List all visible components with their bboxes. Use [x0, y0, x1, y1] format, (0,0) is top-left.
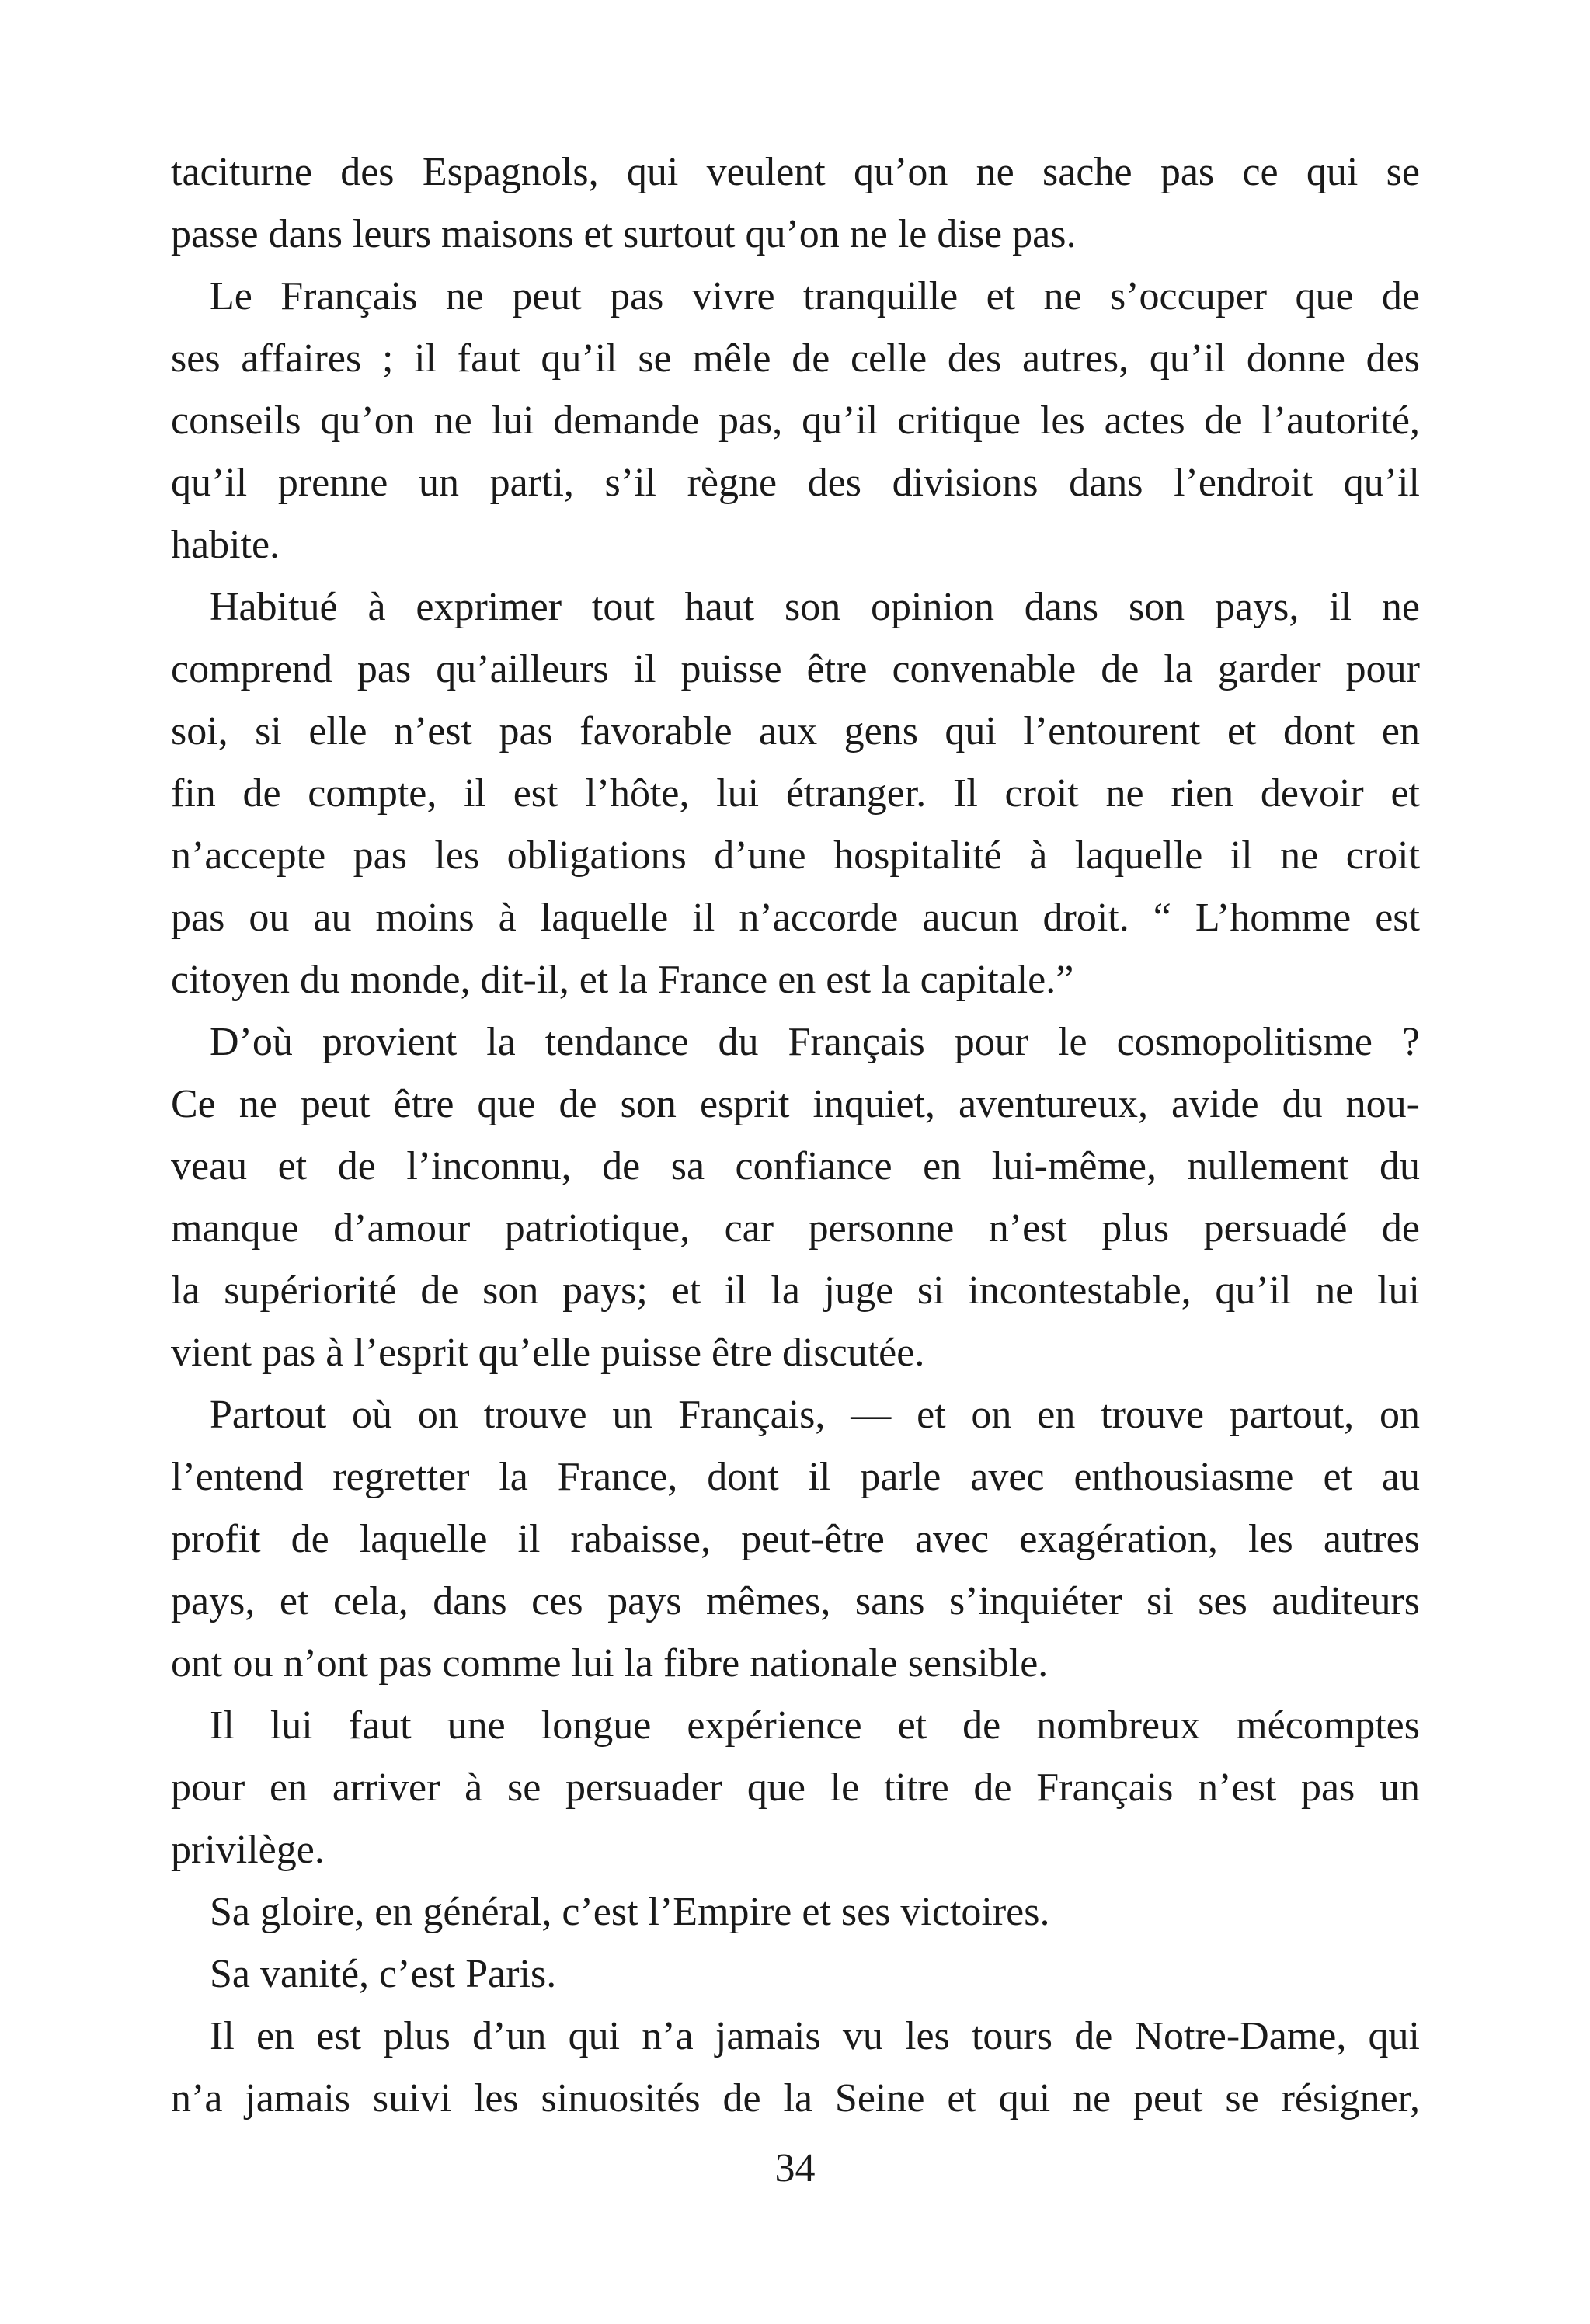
text-line: l’entend regretter la France, dont il parle avec enthousiasme et au — [171, 1455, 1420, 1499]
text-line: Ce ne peut être que de son esprit inquiet, aventureux, avide du nou- — [171, 1082, 1420, 1126]
text-line: Le Français ne peut pas vivre tranquille et ne s’occuper que de — [210, 274, 1420, 318]
text-line: Sa vanité, c’est Paris. — [210, 1952, 557, 1996]
text-line: Il lui faut une longue expérience et de nombreux mécomptes — [210, 1703, 1420, 1748]
text-line: habite. — [171, 523, 280, 567]
text-line: citoyen du monde, dit-il, et la France en est la capitale.” — [171, 958, 1074, 1002]
text-line: vient pas à l’esprit qu’elle puisse être discutée. — [171, 1331, 925, 1375]
text-line: privilège. — [171, 1828, 325, 1872]
text-line: manque d’amour patriotique, car personne n’est plus persuadé de — [171, 1206, 1420, 1251]
text-line: taciturne des Espagnols, qui veulent qu’on ne sache pas ce qui se — [171, 150, 1420, 194]
text-line: Sa gloire, en général, c’est l’Empire et ses victoires. — [210, 1890, 1050, 1934]
page-body-text — [171, 141, 1420, 2130]
text-line: ont ou n’ont pas comme lui la fibre nationale sensible. — [171, 1641, 1049, 1686]
text-line: soi, si elle n’est pas favorable aux gens qui l’entourent et dont en — [171, 709, 1420, 753]
text-line: conseils qu’on ne lui demande pas, qu’il critique les actes de l’autorité, — [171, 398, 1420, 443]
page-number: 34 — [774, 2146, 816, 2190]
text-line: fin de compte, il est l’hôte, lui étranger. Il croit ne rien devoir et — [171, 771, 1420, 816]
text-line: pour en arriver à se persuader que le titre de Français n’est pas un — [171, 1766, 1420, 1810]
text-line: pays, et cela, dans ces pays mêmes, sans s’inquiéter si ses auditeurs — [171, 1579, 1420, 1623]
text-line: profit de laquelle il rabaisse, peut-être avec exagération, les autres — [171, 1517, 1420, 1561]
text-line: Partout où on trouve un Français, — et on en trouve partout, on — [210, 1393, 1420, 1437]
text-line: pas ou au moins à laquelle il n’accorde aucun droit. “ L’homme est — [171, 896, 1420, 940]
text-line: veau et de l’inconnu, de sa confiance en lui-même, nullement du — [171, 1144, 1420, 1188]
text-line: n’a jamais suivi les sinuosités de la Seine et qui ne peut se résigner, — [171, 2076, 1420, 2120]
text-line: Habitué à exprimer tout haut son opinion dans son pays, il ne — [210, 585, 1420, 629]
text-line: qu’il prenne un parti, s’il règne des divisions dans l’endroit qu’il — [171, 461, 1420, 505]
text-line: D’où provient la tendance du Français pour le cosmopolitisme ? — [210, 1020, 1420, 1064]
text-line: Il en est plus d’un qui n’a jamais vu les tours de Notre-Dame, qui — [210, 2014, 1420, 2058]
text-line: n’accepte pas les obligations d’une hospitalité à laquelle il ne croit — [171, 833, 1420, 878]
text-line: comprend pas qu’ailleurs il puisse être convenable de la garder pour — [171, 647, 1420, 691]
text-line: ses affaires ; il faut qu’il se mêle de celle des autres, qu’il donne des — [171, 336, 1420, 381]
text-line: la supériorité de son pays; et il la juge si incontestable, qu’il ne lui — [171, 1268, 1420, 1313]
text-line: passe dans leurs maisons et surtout qu’on ne le dise pas. — [171, 212, 1077, 256]
